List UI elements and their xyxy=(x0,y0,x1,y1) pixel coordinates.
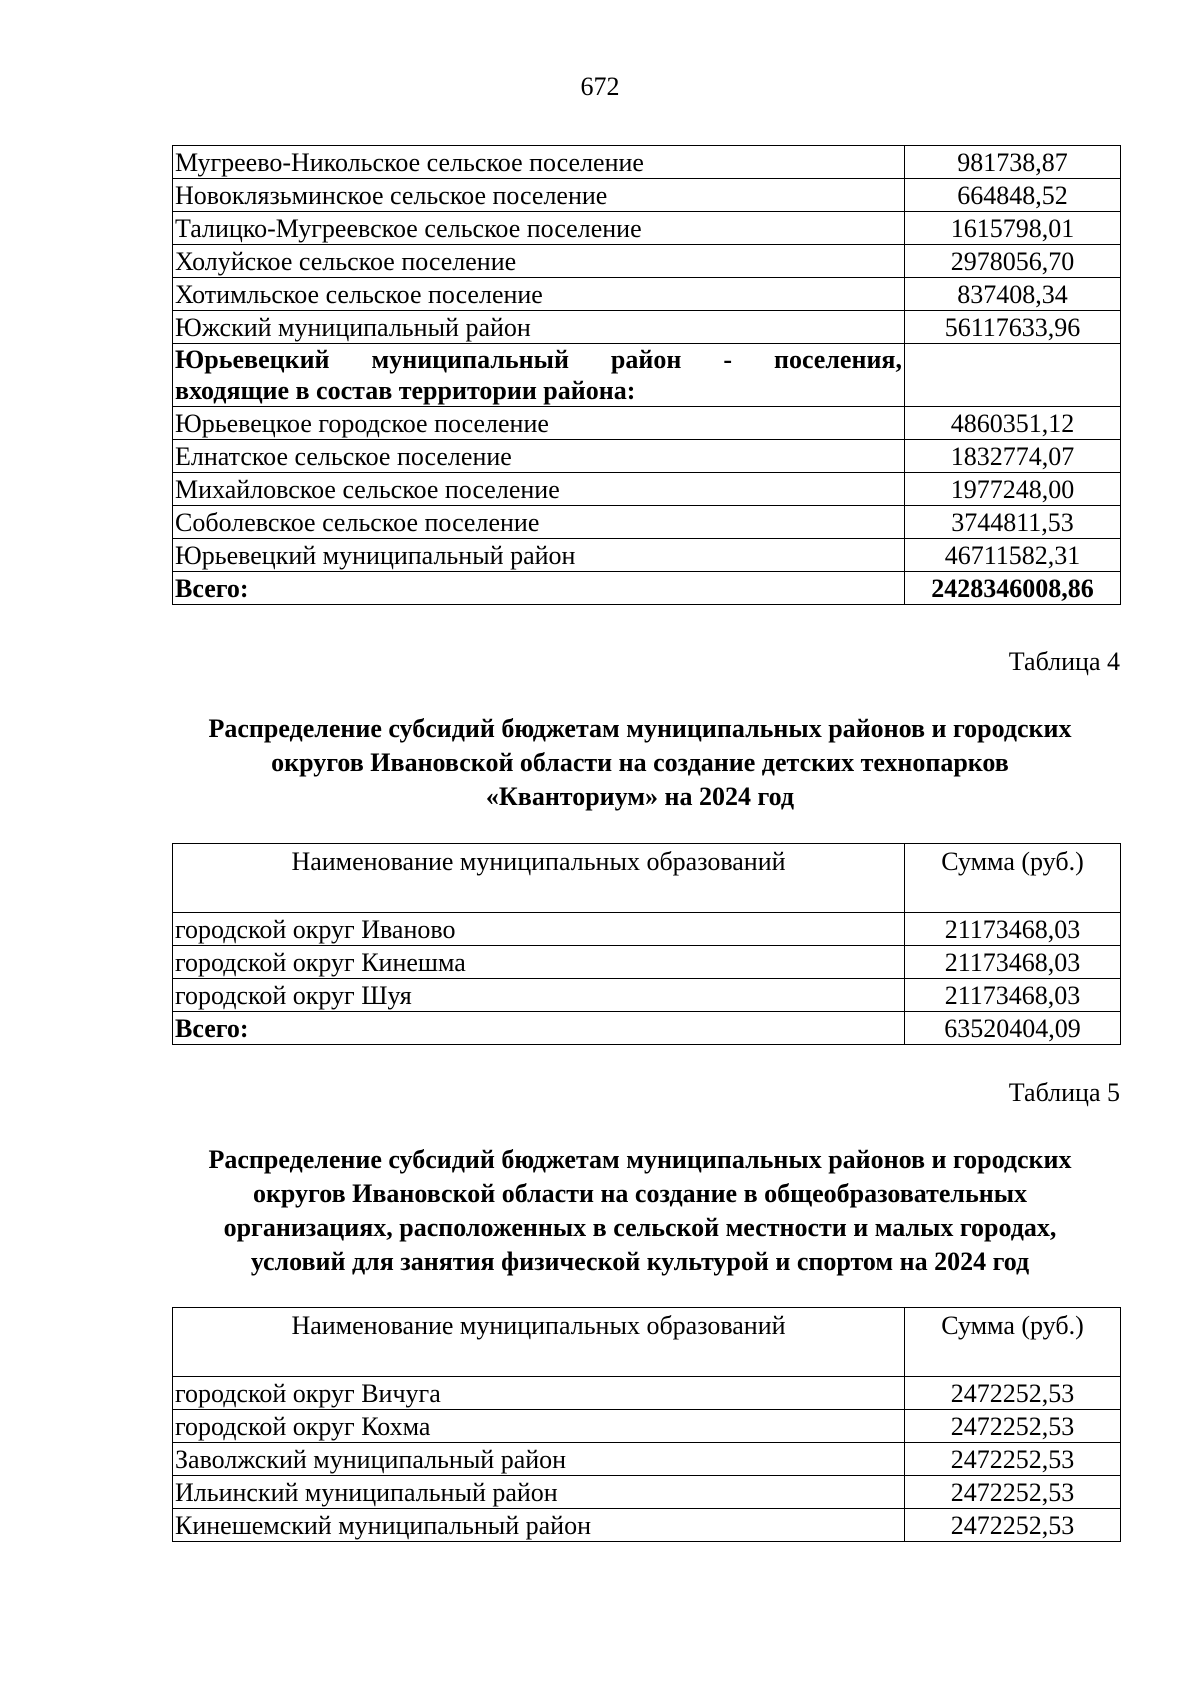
table-4-title xyxy=(150,712,1130,814)
table-5 xyxy=(172,1307,1121,1542)
table-4-title-line-1: Распределение субсидий бюджетам муниципальных районов и городских xyxy=(208,714,1072,743)
group-heading-row xyxy=(173,344,1121,407)
group-heading-line-1: Юрьевецкий муниципальный район - поселения, xyxy=(175,345,902,374)
row-name: Елнатское сельское поселение xyxy=(173,440,905,473)
row-sum: 1832774,07 xyxy=(905,440,1121,473)
table-5-label: Таблица 5 xyxy=(1008,1078,1120,1107)
row-name: Мугреево-Никольское сельское поселение xyxy=(173,146,905,179)
row-name: городской округ Вичуга xyxy=(173,1377,905,1410)
row-name: Южский муниципальный район xyxy=(173,311,905,344)
row-sum: 2472252,53 xyxy=(905,1476,1121,1509)
row-name: городской округ Шуя xyxy=(173,979,905,1012)
table-row xyxy=(173,311,1121,344)
table-row xyxy=(173,1476,1121,1509)
row-sum: 56117633,96 xyxy=(905,311,1121,344)
table-5-title-line-2: округов Ивановской области на создание в общеобразовательных xyxy=(252,1179,1028,1208)
header-name: Наименование муниципальных образований xyxy=(173,844,905,913)
row-name: Юрьевецкое городское поселение xyxy=(173,407,905,440)
row-sum: 21173468,03 xyxy=(905,913,1121,946)
table-row xyxy=(173,1443,1121,1476)
row-name: Хотимльское сельское поселение xyxy=(173,278,905,311)
total-sum: 63520404,09 xyxy=(905,1012,1121,1045)
total-row xyxy=(173,1012,1121,1045)
table-5-title-line-4: условий для занятия физической культурой и спортом на 2024 год xyxy=(250,1247,1030,1276)
row-sum: 1615798,01 xyxy=(905,212,1121,245)
table-row xyxy=(173,179,1121,212)
row-sum: 46711582,31 xyxy=(905,539,1121,572)
table-3-continued xyxy=(172,145,1121,605)
row-sum: 2472252,53 xyxy=(905,1509,1121,1542)
table-row xyxy=(173,1377,1121,1410)
row-sum: 2472252,53 xyxy=(905,1410,1121,1443)
table-row xyxy=(173,506,1121,539)
table-row xyxy=(173,1410,1121,1443)
table-row xyxy=(173,440,1121,473)
table-5-title xyxy=(150,1143,1130,1279)
table-5-title-line-1: Распределение субсидий бюджетам муниципальных районов и городских xyxy=(208,1145,1072,1174)
row-name: городской округ Кинешма xyxy=(173,946,905,979)
row-sum: 1977248,00 xyxy=(905,473,1121,506)
row-name: Михайловское сельское поселение xyxy=(173,473,905,506)
row-sum: 4860351,12 xyxy=(905,407,1121,440)
table-row xyxy=(173,539,1121,572)
header-sum: Сумма (руб.) xyxy=(905,844,1121,913)
group-heading-sum xyxy=(905,344,1121,407)
row-name: Талицко-Мугреевское сельское поселение xyxy=(173,212,905,245)
row-sum: 2472252,53 xyxy=(905,1377,1121,1410)
table-5-title-line-3: организациях, расположенных в сельской местности и малых городах, xyxy=(223,1213,1057,1242)
row-name: Заволжский муниципальный район xyxy=(173,1443,905,1476)
header-sum: Сумма (руб.) xyxy=(905,1308,1121,1377)
table-row xyxy=(173,212,1121,245)
row-name: городской округ Иваново xyxy=(173,913,905,946)
table-4-title-line-2: округов Ивановской области на создание детских технопарков xyxy=(271,748,1009,777)
table-row xyxy=(173,278,1121,311)
row-sum: 664848,52 xyxy=(905,179,1121,212)
row-name: Соболевское сельское поселение xyxy=(173,506,905,539)
row-name: Новоклязьминское сельское поселение xyxy=(173,179,905,212)
table-row xyxy=(173,946,1121,979)
row-name: Ильинский муниципальный район xyxy=(173,1476,905,1509)
row-sum: 2978056,70 xyxy=(905,245,1121,278)
total-label: Всего: xyxy=(173,1012,905,1045)
row-sum: 2472252,53 xyxy=(905,1443,1121,1476)
row-sum: 837408,34 xyxy=(905,278,1121,311)
table-row xyxy=(173,913,1121,946)
table-row xyxy=(173,245,1121,278)
page-number: 672 xyxy=(580,72,620,101)
total-sum: 2428346008,86 xyxy=(905,572,1121,605)
table-4-label: Таблица 4 xyxy=(1008,647,1120,676)
table-4-title-line-3: «Кванториум» на 2024 год xyxy=(485,782,795,811)
table-row xyxy=(173,146,1121,179)
row-sum: 21173468,03 xyxy=(905,979,1121,1012)
total-label: Всего: xyxy=(173,572,905,605)
total-row xyxy=(173,572,1121,605)
table-row xyxy=(173,1509,1121,1542)
row-name: Кинешемский муниципальный район xyxy=(173,1509,905,1542)
row-sum: 981738,87 xyxy=(905,146,1121,179)
table-4 xyxy=(172,843,1121,1045)
table-row xyxy=(173,473,1121,506)
row-name: городской округ Кохма xyxy=(173,1410,905,1443)
header-name: Наименование муниципальных образований xyxy=(173,1308,905,1377)
table-header-row xyxy=(173,844,1121,913)
row-name: Юрьевецкий муниципальный район xyxy=(173,539,905,572)
table-row xyxy=(173,407,1121,440)
table-header-row xyxy=(173,1308,1121,1377)
group-heading-line-2: входящие в состав территории района: xyxy=(175,376,636,405)
row-name: Холуйское сельское поселение xyxy=(173,245,905,278)
group-heading xyxy=(173,344,905,407)
row-sum: 3744811,53 xyxy=(905,506,1121,539)
table-row xyxy=(173,979,1121,1012)
row-sum: 21173468,03 xyxy=(905,946,1121,979)
